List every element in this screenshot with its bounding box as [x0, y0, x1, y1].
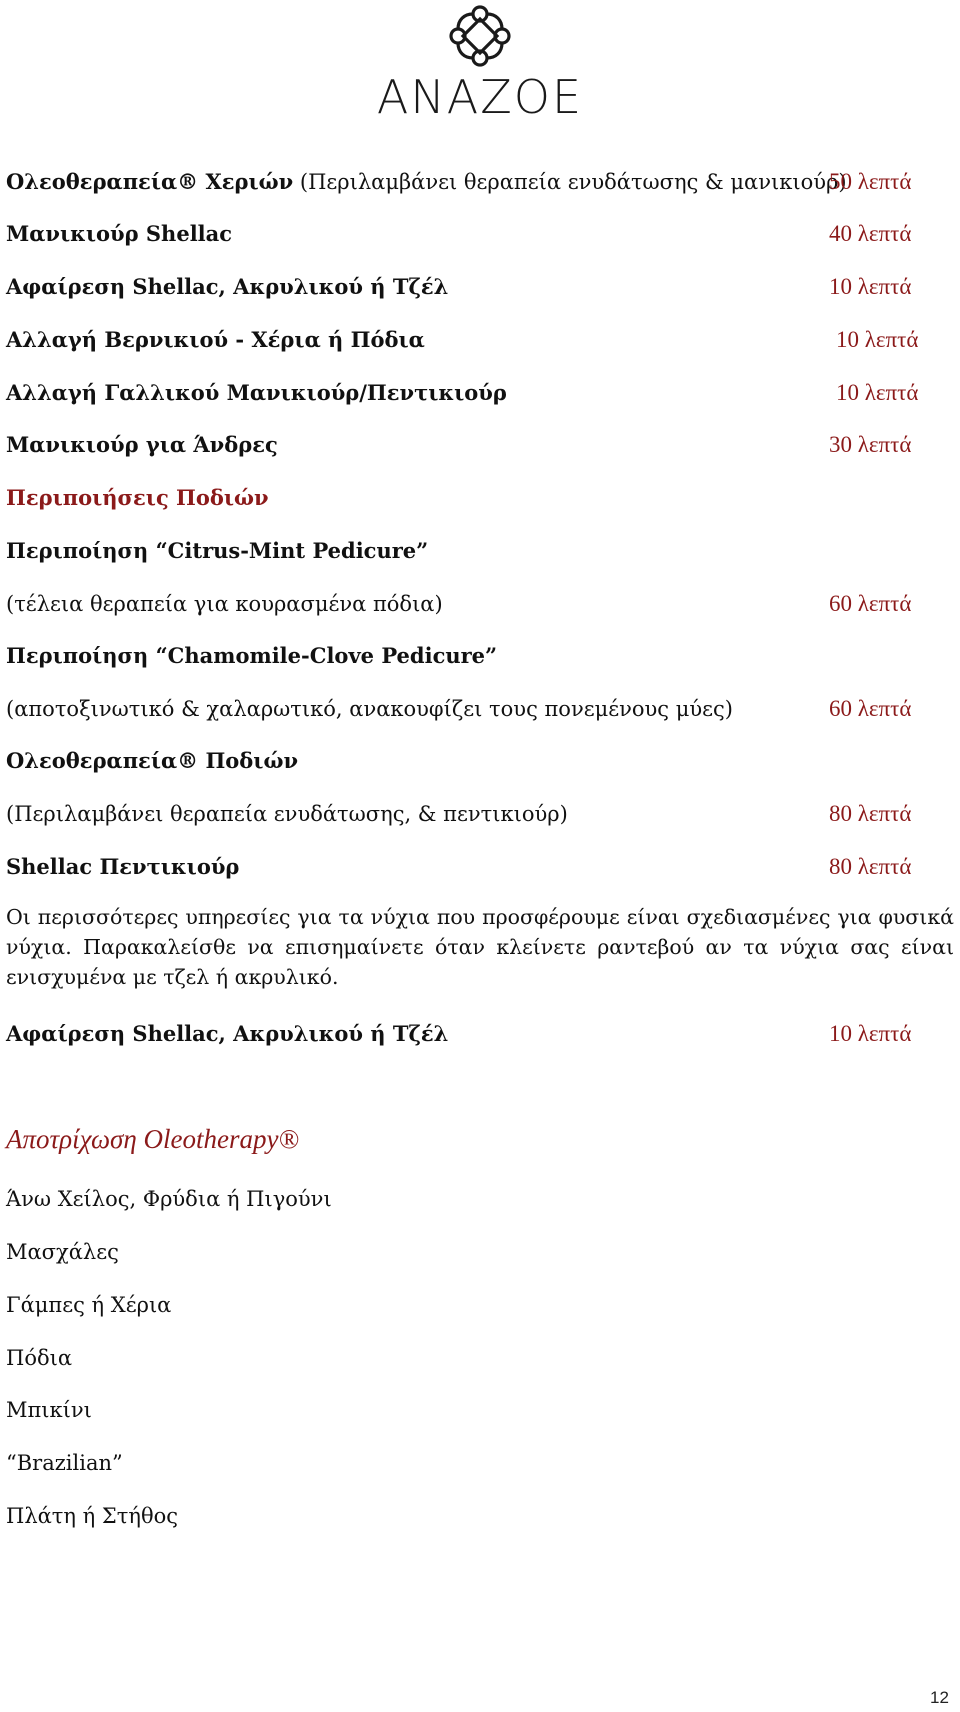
ornament-knot-icon: [446, 2, 514, 70]
service-name: Μανικιούρ για Άνδρες: [6, 432, 278, 457]
waxing-item: Πόδια: [6, 1346, 73, 1370]
waxing-item: Μασχάλες: [6, 1240, 119, 1264]
pedicure-desc-row: [6, 589, 921, 619]
pedicure-heading-row: [6, 483, 921, 513]
service-row: [6, 430, 921, 460]
service-description: (Περιλαμβάνει θεραπεία ενυδάτωσης, & πεντικιούρ): [6, 802, 568, 826]
service-name: Shellac Πεντικιούρ: [6, 854, 240, 879]
waxing-item: “Brazilian”: [6, 1451, 123, 1475]
service-name: Αφαίρεση Shellac, Ακρυλικού ή Τζέλ: [6, 274, 449, 299]
pedicure-title-row: [6, 746, 921, 776]
service-name: Αλλαγή Βερνικιού - Χέρια ή Πόδια: [6, 327, 425, 352]
waxing-item: Άνω Χείλος, Φρύδια ή Πιγούνι: [6, 1187, 332, 1211]
section-heading: Περιποιήσεις Ποδιών: [6, 485, 269, 510]
service-row: [6, 1019, 921, 1049]
service-duration: 80 λεπτά: [829, 801, 912, 826]
service-note: (Περιλαμβάνει θεραπεία ενυδάτωσης & μανικιούρ): [299, 170, 847, 194]
service-name: Περιποίηση “Citrus-Mint Pedicure”: [6, 538, 429, 563]
service-duration: 60 λεπτά: [829, 591, 912, 616]
brand-name: ANAZOE: [376, 70, 584, 124]
waxing-heading: Αποτρίχωση Oleotherapy®: [6, 1124, 299, 1154]
service-duration: 50 λεπτά: [829, 169, 912, 194]
service-duration: 10 λεπτά: [836, 380, 919, 405]
service-duration: 60 λεπτά: [829, 696, 912, 721]
page-number: 12: [930, 1688, 949, 1707]
service-duration: 10 λεπτά: [829, 1021, 912, 1046]
service-row: [6, 378, 921, 408]
pedicure-desc-row: [6, 799, 921, 829]
service-duration: 10 λεπτά: [829, 274, 912, 299]
waxing-item: Γάμπες ή Χέρια: [6, 1293, 172, 1317]
waxing-item: Πλάτη ή Στήθος: [6, 1504, 179, 1528]
service-row: [6, 325, 921, 355]
pedicure-desc-row: [6, 694, 921, 724]
service-description: (τέλεια θεραπεία για κουρασμένα πόδια): [6, 592, 443, 616]
service-name: Αλλαγή Γαλλικού Μανικιούρ/Πεντικιούρ: [6, 380, 507, 405]
service-name: Ολεοθεραπεία® Χεριών: [6, 169, 294, 194]
service-duration: 30 λεπτά: [829, 432, 912, 457]
service-row: [6, 852, 921, 882]
brand-logo: [0, 0, 960, 130]
waxing-item: Μπικίνι: [6, 1398, 92, 1422]
pedicure-title-row: [6, 641, 921, 671]
service-row: [6, 272, 921, 302]
service-name: Ολεοθεραπεία® Ποδιών: [6, 748, 299, 773]
service-name: Μανικιούρ Shellac: [6, 221, 233, 246]
service-duration: 40 λεπτά: [829, 221, 912, 246]
service-duration: 10 λεπτά: [836, 327, 919, 352]
pedicure-title-row: [6, 536, 921, 566]
service-name: Περιποίηση “Chamomile-Clove Pedicure”: [6, 643, 498, 668]
service-duration: 80 λεπτά: [829, 854, 912, 879]
service-row: [6, 167, 921, 197]
service-name: Αφαίρεση Shellac, Ακρυλικού ή Τζέλ: [6, 1021, 449, 1046]
service-description: (αποτοξινωτικό & χαλαρωτικό, ανακουφίζει τους πονεμένους μύες): [6, 697, 733, 721]
nail-notice: Οι περισσότερες υπηρεσίες για τα νύχια που προσφέρουμε είναι σχεδιασμένες για φυσικά νύχια. Παρακαλείσθε να επισημαίνετε όταν κλείνετε ραντεβού αν τα νύχια σας είναι ενισχυμένα με τζελ ή ακρυλικό.: [6, 905, 954, 989]
service-row: [6, 219, 921, 249]
